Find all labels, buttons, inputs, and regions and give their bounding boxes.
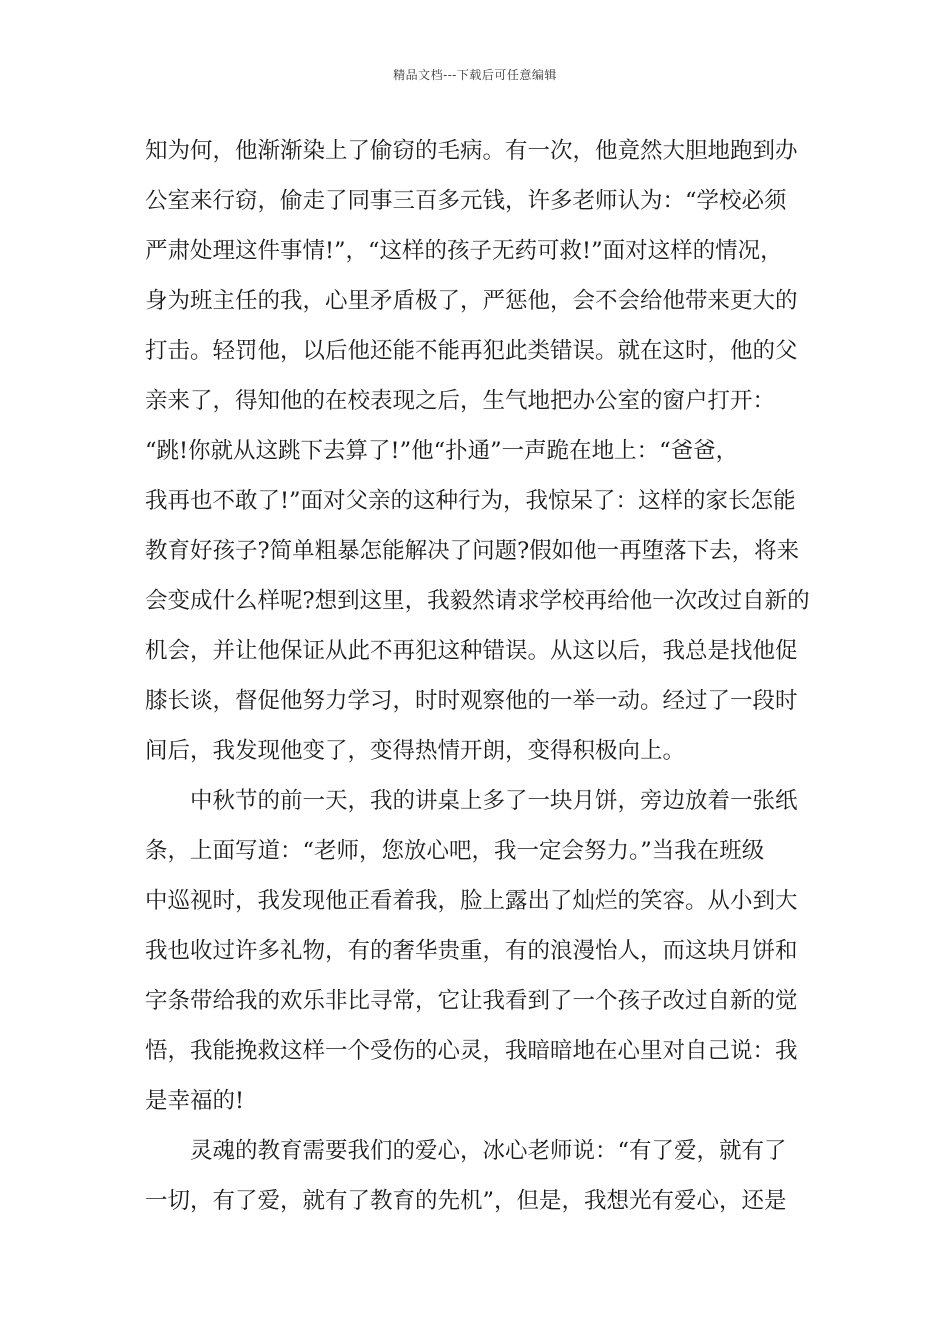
text-line: 间后，我发现他变了，变得热情开朗，变得积极向上。 — [145, 738, 686, 764]
text-line: 亲来了，得知他的在校表现之后，生气地把办公室的窗户打开： — [145, 388, 776, 414]
text-line: 我再也不敢了!”面对父亲的这种行为，我惊呆了：这样的家长怎能 — [145, 488, 796, 514]
text-line: 教育好孩子?简单粗暴怎能解决了问题?假如他一再堕落下去，将来 — [145, 538, 800, 564]
text-line: 是幸福的! — [145, 1088, 245, 1114]
text-line: 打击。轻罚他，以后他还能不能再犯此类错误。就在这时，他的父 — [145, 338, 798, 364]
text-line: “跳!你就从这跳下去算了!”他“扑通”一声跪在地上：“爸爸， — [145, 438, 739, 464]
paragraph-start-line: 中秋节的前一天，我的讲桌上多了一块月饼，旁边放着一张纸 — [190, 788, 798, 814]
text-line: 公室来行窃，偷走了同事三百多元钱，许多老师认为：“学校必须 — [145, 188, 787, 214]
text-line: 我也收过许多礼物，有的奢华贵重，有的浪漫怡人，而这块月饼和 — [145, 938, 798, 964]
text-line: 条，上面写道：“老师，您放心吧，我一定会努力。”当我在班级 — [145, 838, 765, 864]
text-line: 字条带给我的欢乐非比寻常，它让我看到了一个孩子改过自新的觉 — [145, 988, 798, 1014]
text-line: 一切，有了爱，就有了教育的先机”，但是，我想光有爱心，还是 — [145, 1188, 787, 1214]
paragraph-start-line: 灵魂的教育需要我们的爱心，冰心老师说：“有了爱，就有了 — [190, 1138, 787, 1164]
text-line: 知为何，他渐渐染上了偷窃的毛病。有一次，他竟然大胆地跑到办 — [145, 138, 798, 164]
page-header: 精品文档---下载后可任意编辑 — [393, 68, 557, 82]
body-text — [145, 126, 820, 1226]
text-line: 机会，并让他保证从此不再犯这种错误。从这以后，我总是找他促 — [145, 638, 798, 664]
text-line: 悟，我能挽救这样一个受伤的心灵，我暗暗地在心里对自己说：我 — [145, 1038, 798, 1064]
text-line: 身为班主任的我，心里矛盾极了，严惩他，会不会给他带来更大的 — [145, 288, 798, 314]
text-line: 严肃处理这件事情!”，“这样的孩子无药可救!”面对这样的情况， — [145, 238, 783, 264]
text-line: 膝长谈，督促他努力学习，时时观察他的一举一动。经过了一段时 — [145, 688, 798, 714]
text-line: 会变成什么样呢?想到这里，我毅然请求学校再给他一次改过自新的 — [145, 588, 810, 614]
text-line: 中巡视时，我发现他正看着我，脸上露出了灿烂的笑容。从小到大 — [145, 888, 798, 914]
